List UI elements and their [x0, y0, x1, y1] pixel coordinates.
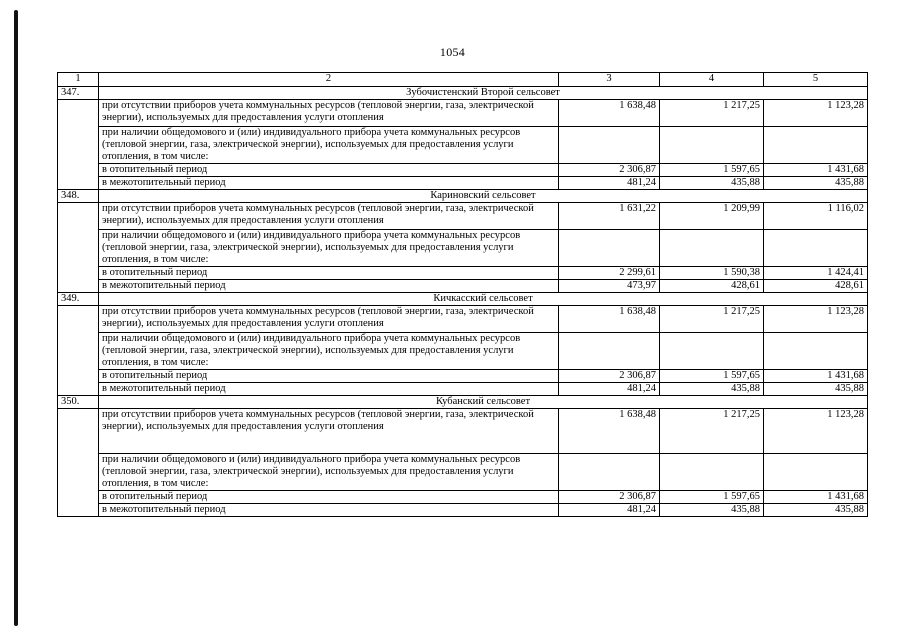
value-col-4: 1 590,38 [660, 267, 764, 280]
value-col-4 [660, 230, 764, 267]
section-number: 347. [58, 87, 99, 100]
value-col-5 [764, 454, 868, 491]
row-description: при наличии общедомового и (или) индивидуального прибора учета коммунальных ресурсов (тепловой энергии, газа, электрической энергии), используемых для предоставления услуги отопления, в том числе: [99, 333, 559, 370]
table-row [58, 491, 868, 504]
row-description: при отсутствии приборов учета коммунальных ресурсов (тепловой энергии, газа, электрической энергии), используемых для предоставления услуги отопления [99, 306, 559, 333]
section-title: Кичкасский сельсовет [99, 293, 868, 306]
table-row [58, 504, 868, 517]
column-number-4: 4 [660, 73, 764, 87]
value-col-4: 428,61 [660, 280, 764, 293]
section-title: Кубанский сельсовет [99, 396, 868, 409]
table-row [58, 267, 868, 280]
table-row [58, 230, 868, 267]
column-number-2: 2 [99, 73, 559, 87]
row-description: при отсутствии приборов учета коммунальных ресурсов (тепловой энергии, газа, электрической энергии), используемых для предоставления услуги отопления [99, 409, 559, 454]
value-col-5: 1 123,28 [764, 409, 868, 454]
section-title: Зубочистенский Второй сельсовет [99, 87, 868, 100]
table-row [58, 177, 868, 190]
row-description: при наличии общедомового и (или) индивидуального прибора учета коммунальных ресурсов (тепловой энергии, газа, электрической энергии), используемых для предоставления услуги отопления, в том числе: [99, 127, 559, 164]
column-number-5: 5 [764, 73, 868, 87]
value-col-4 [660, 454, 764, 491]
row-description: в межотопительный период [99, 280, 559, 293]
table-row [58, 127, 868, 164]
table-row [58, 454, 868, 491]
column-number-header-row [58, 73, 868, 87]
value-col-5: 1 424,41 [764, 267, 868, 280]
table-row [58, 333, 868, 370]
value-col-5: 435,88 [764, 383, 868, 396]
table-row [58, 203, 868, 230]
column-number-3: 3 [559, 73, 660, 87]
section-header-row [58, 293, 868, 306]
value-col-3 [559, 333, 660, 370]
table-row [58, 306, 868, 333]
section-number-spacer [58, 306, 99, 396]
row-description: при наличии общедомового и (или) индивидуального прибора учета коммунальных ресурсов (тепловой энергии, газа, электрической энергии), используемых для предоставления услуги отопления, в том числе: [99, 454, 559, 491]
section-number-spacer [58, 203, 99, 293]
value-col-3: 1 638,48 [559, 100, 660, 127]
value-col-4: 1 597,65 [660, 491, 764, 504]
value-col-4: 435,88 [660, 504, 764, 517]
value-col-3: 481,24 [559, 504, 660, 517]
row-description: при отсутствии приборов учета коммунальных ресурсов (тепловой энергии, газа, электрической энергии), используемых для предоставления услуги отопления [99, 100, 559, 127]
section-number-spacer [58, 100, 99, 190]
table-row [58, 100, 868, 127]
value-col-4: 1 209,99 [660, 203, 764, 230]
page-number: 1054 [439, 45, 466, 59]
row-description: в отопительный период [99, 491, 559, 504]
binding-margin-line [14, 10, 18, 626]
value-col-4: 435,88 [660, 383, 764, 396]
value-col-4 [660, 127, 764, 164]
value-col-5 [764, 333, 868, 370]
section-header-row [58, 87, 868, 100]
value-col-3: 481,24 [559, 177, 660, 190]
value-col-5 [764, 230, 868, 267]
value-col-3: 473,97 [559, 280, 660, 293]
value-col-5: 1 123,28 [764, 306, 868, 333]
value-col-3: 2 306,87 [559, 491, 660, 504]
row-description: в межотопительный период [99, 504, 559, 517]
value-col-4: 435,88 [660, 177, 764, 190]
value-col-3: 2 299,61 [559, 267, 660, 280]
value-col-3: 2 306,87 [559, 164, 660, 177]
value-col-4: 1 597,65 [660, 370, 764, 383]
section-number-spacer [58, 409, 99, 517]
row-description: в отопительный период [99, 164, 559, 177]
section-header-row [58, 190, 868, 203]
value-col-3: 1 638,48 [559, 409, 660, 454]
table-row [58, 370, 868, 383]
value-col-3: 481,24 [559, 383, 660, 396]
value-col-5: 435,88 [764, 504, 868, 517]
section-number: 348. [58, 190, 99, 203]
tariff-table [57, 72, 868, 517]
row-description: в отопительный период [99, 267, 559, 280]
value-col-3: 2 306,87 [559, 370, 660, 383]
table-row [58, 409, 868, 454]
row-description: при отсутствии приборов учета коммунальных ресурсов (тепловой энергии, газа, электрической энергии), используемых для предоставления услуги отопления [99, 203, 559, 230]
table-row [58, 164, 868, 177]
value-col-4: 1 597,65 [660, 164, 764, 177]
table-row [58, 280, 868, 293]
section-header-row [58, 396, 868, 409]
value-col-5: 428,61 [764, 280, 868, 293]
value-col-3: 1 638,48 [559, 306, 660, 333]
value-col-5: 1 116,02 [764, 203, 868, 230]
column-number-1: 1 [58, 73, 99, 87]
value-col-5: 1 431,68 [764, 164, 868, 177]
value-col-4: 1 217,25 [660, 306, 764, 333]
row-description: в межотопительный период [99, 383, 559, 396]
value-col-5: 1 431,68 [764, 491, 868, 504]
value-col-3: 1 631,22 [559, 203, 660, 230]
value-col-5: 435,88 [764, 177, 868, 190]
row-description: в межотопительный период [99, 177, 559, 190]
value-col-5 [764, 127, 868, 164]
section-number: 350. [58, 396, 99, 409]
value-col-5: 1 431,68 [764, 370, 868, 383]
value-col-5: 1 123,28 [764, 100, 868, 127]
value-col-4 [660, 333, 764, 370]
value-col-3 [559, 454, 660, 491]
value-col-4: 1 217,25 [660, 100, 764, 127]
section-title: Кариновский сельсовет [99, 190, 868, 203]
table-row [58, 383, 868, 396]
row-description: в отопительный период [99, 370, 559, 383]
row-description: при наличии общедомового и (или) индивидуального прибора учета коммунальных ресурсов (тепловой энергии, газа, электрической энергии), используемых для предоставления услуги отопления, в том числе: [99, 230, 559, 267]
value-col-3 [559, 230, 660, 267]
section-number: 349. [58, 293, 99, 306]
value-col-3 [559, 127, 660, 164]
value-col-4: 1 217,25 [660, 409, 764, 454]
